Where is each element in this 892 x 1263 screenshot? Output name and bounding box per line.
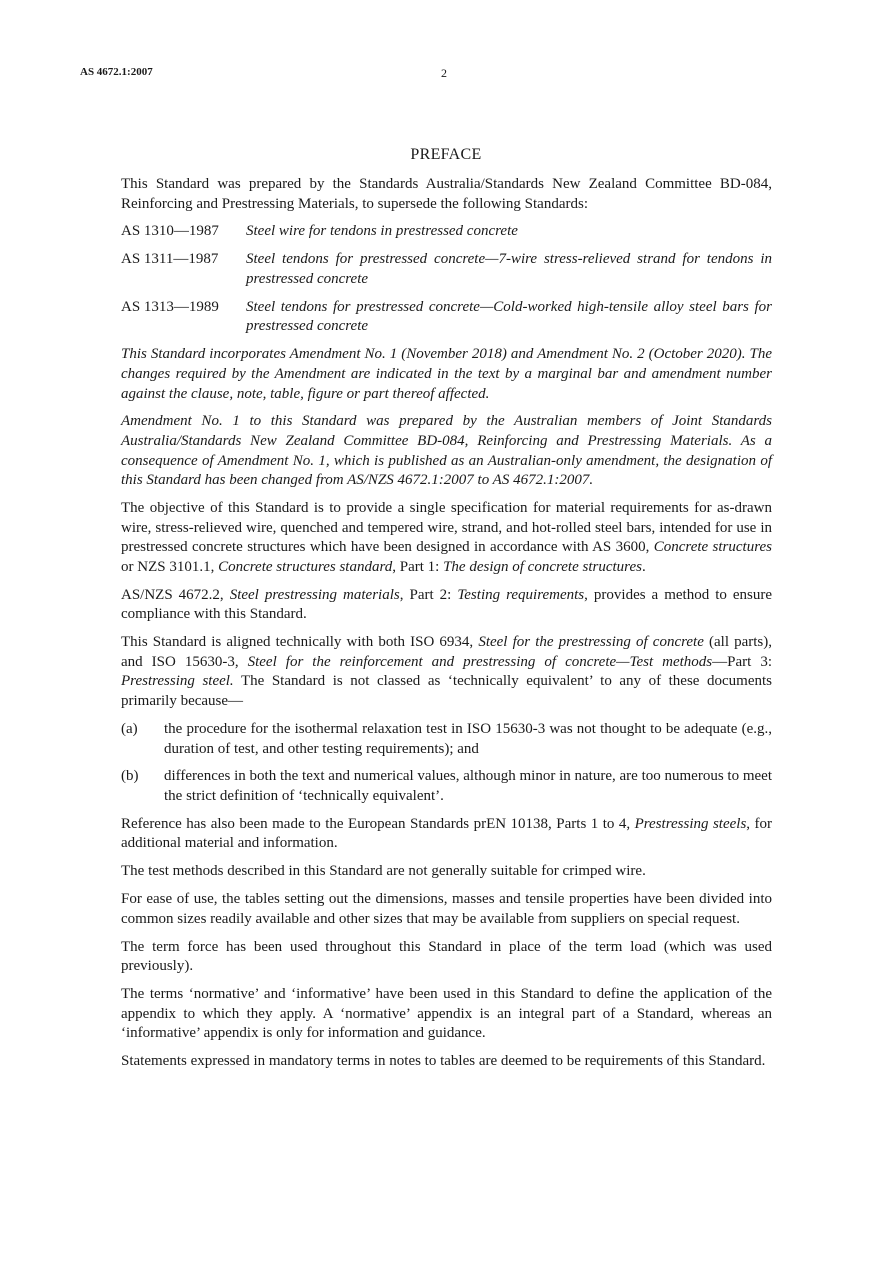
reference-paragraph bbox=[121, 815, 772, 854]
standard-title: Steel tendons for prestressed concrete—Cold-worked high-tensile alloy steel bars for prestressed concrete bbox=[246, 298, 772, 335]
reference-text: , for additional material and information. bbox=[121, 815, 772, 852]
standard-code: AS 1313—1989 bbox=[121, 298, 219, 315]
preface-body bbox=[121, 175, 772, 1080]
standard-code: AS 1310—1987 bbox=[121, 223, 219, 240]
part2-paragraph bbox=[121, 586, 772, 625]
document-code: AS 4672.1:2007 bbox=[80, 66, 153, 78]
list-item-text: the procedure for the isothermal relaxation test in ISO 15630-3 was not thought to be adequate (e.g., duration of test, and other testing requirements); and bbox=[164, 720, 772, 757]
test-methods-paragraph: The test methods described in this Standard are not generally suitable for crimped wire. bbox=[121, 863, 646, 880]
page-number: 2 bbox=[441, 66, 447, 80]
objective-text: or NZS 3101.1, bbox=[121, 558, 219, 575]
intro-paragraph: This Standard was prepared by the Standards Australia/Standards New Zealand Committee BD-084, Reinforcing and Prestressing Materials, to supersede the following Standards: bbox=[121, 176, 772, 212]
aligned-text: (all parts), and ISO 15630-3, bbox=[121, 634, 773, 670]
cited-title: Steel prestressing materials bbox=[229, 586, 400, 603]
cited-title: The design of concrete structures bbox=[443, 558, 642, 575]
force-term-paragraph: The term force has been used throughout this Standard in place of the term load (which was used previously). bbox=[121, 938, 772, 975]
amendment-1-note: Amendment No. 1 to this Standard was prepared by the Australian members of Joint Standards Australia/Standards New Zealand Committee BD-084, Reinforcing and Prestressing Materials. As a consequence of Amendment No. 1, which is published as an Australian-only amendment, the designation of this Standard has been changed from AS/NZS 4672.1:2007 to AS 4672.1:2007. bbox=[121, 413, 772, 489]
statements-paragraph: Statements expressed in mandatory terms in notes to tables are deemed to be requirements of this Standard. bbox=[121, 1053, 766, 1070]
cited-title: Steel for the reinforcement and prestressing of concrete—Test methods bbox=[247, 653, 713, 670]
standard-title: Steel tendons for prestressed concrete—7-wire stress-relieved strand for tendons in prestressed concrete bbox=[246, 251, 772, 287]
part2-text: , provides a method to ensure compliance with this Standard. bbox=[121, 586, 773, 623]
cited-title: Testing requirements bbox=[457, 586, 585, 603]
objective-text: . bbox=[641, 558, 646, 575]
aligned-text: The Standard is not classed as ‘technically equivalent’ to any of these documents primarily because— bbox=[121, 673, 773, 710]
cited-title: Prestressing steels bbox=[634, 815, 747, 832]
list-item-label: (a) bbox=[121, 720, 138, 737]
superseded-standard bbox=[121, 298, 772, 337]
standard-title: Steel wire for tendons in prestressed concrete bbox=[246, 223, 518, 240]
part2-text: , Part 2: bbox=[399, 586, 458, 603]
list-item bbox=[121, 720, 772, 759]
superseded-standard bbox=[121, 250, 772, 289]
page-title: PREFACE bbox=[410, 146, 482, 163]
list-item-text: differences in both the text and numerical values, although minor in nature, are too numerous to meet the strict definition of ‘technically equivalent’. bbox=[164, 768, 772, 804]
objective-text: , Part 1: bbox=[392, 558, 444, 575]
ease-of-use-paragraph: For ease of use, the tables setting out the dimensions, masses and tensile properties have been divided into common sizes readily available and other sizes that may be available from suppliers on special request. bbox=[121, 891, 772, 927]
cited-title: Concrete structures standard bbox=[218, 558, 393, 575]
list-item-label: (b) bbox=[121, 768, 139, 785]
reference-text: Reference has also been made to the European Standards prEN 10138, Parts 1 to 4, bbox=[121, 815, 635, 832]
list-item bbox=[121, 767, 772, 806]
amendment-note: This Standard incorporates Amendment No. 1 (November 2018) and Amendment No. 2 (October 2020). The changes required by the Amendment are indicated in the text by a marginal bar and amendment number against the clause, note, table, figure or part thereof affected. bbox=[121, 346, 772, 402]
objective-text: The objective of this Standard is to provide a single specification for material requirements for as-drawn wire, stress-relieved wire, quenched and tempered wire, strand, and hot-rolled steel bars, intended for use in prestressed concrete structures which have been designed in accordance with AS 3600, bbox=[121, 500, 772, 556]
aligned-text: —Part 3: bbox=[712, 653, 772, 670]
standard-code: AS 1311—1987 bbox=[121, 251, 219, 268]
superseded-standard bbox=[121, 222, 772, 242]
objective-paragraph bbox=[121, 499, 772, 577]
aligned-paragraph bbox=[121, 633, 772, 711]
aligned-text: This Standard is aligned technically with both ISO 6934, bbox=[121, 634, 479, 651]
normative-paragraph: The terms ‘normative’ and ‘informative’ have been used in this Standard to define the application of the appendix to which they apply. A ‘normative’ appendix is an integral part of a Standard, whereas an ‘informative’ appendix is only for information and guidance. bbox=[121, 986, 772, 1042]
cited-title: Steel for the prestressing of concrete bbox=[478, 634, 704, 651]
part2-text: AS/NZS 4672.2, bbox=[121, 586, 230, 603]
cited-title: Concrete structures bbox=[653, 539, 772, 556]
cited-title: Prestressing steel. bbox=[121, 673, 234, 690]
